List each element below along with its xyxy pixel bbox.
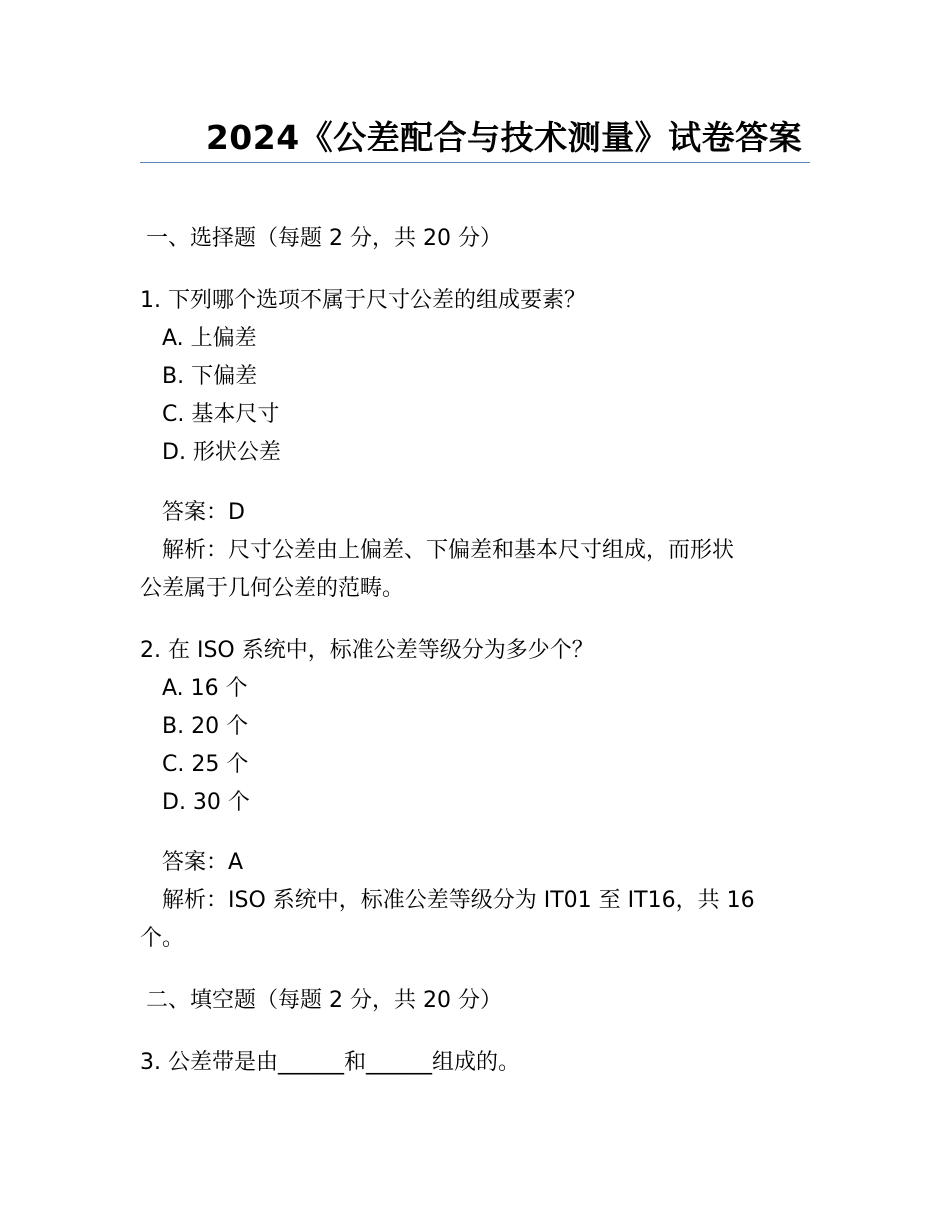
question-2-option-b: B. 20 个: [162, 714, 249, 739]
question-1-analysis-continued: 公差属于几何公差的范畴。: [140, 576, 405, 601]
question-1: 1. 下列哪个选项不属于尺寸公差的组成要素？: [140, 288, 586, 313]
question-3: 3. 公差带是由______和______组成的。: [140, 1050, 520, 1075]
question-1-option-d: D. 形状公差: [162, 440, 281, 465]
question-1-option-b: B. 下偏差: [162, 364, 258, 389]
question-2-analysis-continued: 个。: [140, 926, 185, 951]
question-2: 2. 在 ISO 系统中，标准公差等级分为多少个？: [140, 638, 594, 663]
question-2-answer: 答案：A: [162, 850, 244, 875]
question-1-option-c: C. 基本尺寸: [162, 402, 280, 427]
question-2-option-c: C. 25 个: [162, 752, 249, 777]
document-title: 2024《公差配合与技术测量》试卷答案: [205, 118, 803, 157]
question-1-analysis: 解析：尺寸公差由上偏差、下偏差和基本尺寸组成，而形状: [162, 538, 735, 563]
question-1-answer: 答案：D: [162, 500, 245, 525]
title-underline: [140, 162, 810, 163]
question-2-option-a: A. 16 个: [162, 676, 248, 701]
question-2-analysis: 解析：ISO 系统中，标准公差等级分为 IT01 至 IT16，共 16: [162, 888, 755, 913]
question-2-option-d: D. 30 个: [162, 790, 250, 815]
section-heading-fill-blank: 二、填空题（每题 2 分，共 20 分）: [146, 988, 502, 1013]
question-1-option-a: A. 上偏差: [162, 326, 257, 351]
section-heading-choice: 一、选择题（每题 2 分，共 20 分）: [146, 226, 502, 251]
